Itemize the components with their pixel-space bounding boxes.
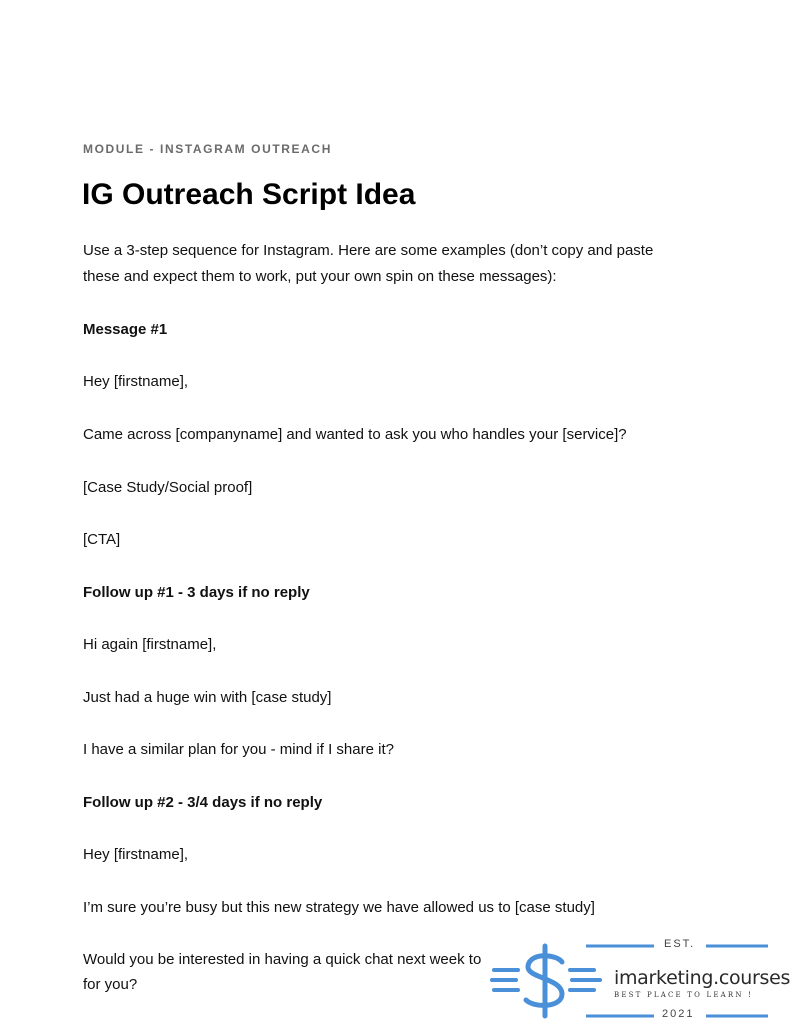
followup1-heading: Follow up #1 - 3 days if no reply [83,584,310,601]
followup2-greeting: Hey [firstname], [83,846,189,863]
followup1-greeting: Hi again [firstname], [83,636,217,653]
message1-body: Came across [companyname] and wanted to ask you who handles your [service]? [83,426,627,443]
logo-year: 2021 [662,1008,695,1020]
message1-cta: [CTA] [83,531,121,548]
logo-tagline: BEST PLACE TO LEARN ! [614,991,754,999]
page-title: IG Outreach Script Idea [82,178,416,211]
followup2-heading: Follow up #2 - 3/4 days if no reply [83,794,323,811]
intro-line-2: these and expect them to work, put your own spin on these messages): [83,268,557,285]
followup2-ask: Would you be interested in having a quick chat next week to [83,951,482,968]
message1-proof: [Case Study/Social proof] [83,479,253,496]
followup1-body: Just had a huge win with [case study] [83,689,332,706]
message1-greeting: Hey [firstname], [83,373,189,390]
imarketing-logo [490,936,790,1024]
followup1-ask: I have a similar plan for you - mind if I share it? [83,741,394,758]
followup2-body: I’m sure you’re busy but this new strategy we have allowed us to [case study] [83,899,595,916]
logo-name: imarketing.courses [614,967,790,989]
message1-heading: Message #1 [83,321,168,338]
logo-est: EST. [664,938,696,950]
module-label: MODULE - INSTAGRAM OUTREACH [83,142,332,156]
followup2-ask-cut: for you? [83,976,138,993]
intro-line-1: Use a 3-step sequence for Instagram. Here are some examples (don’t copy and paste [83,242,654,259]
